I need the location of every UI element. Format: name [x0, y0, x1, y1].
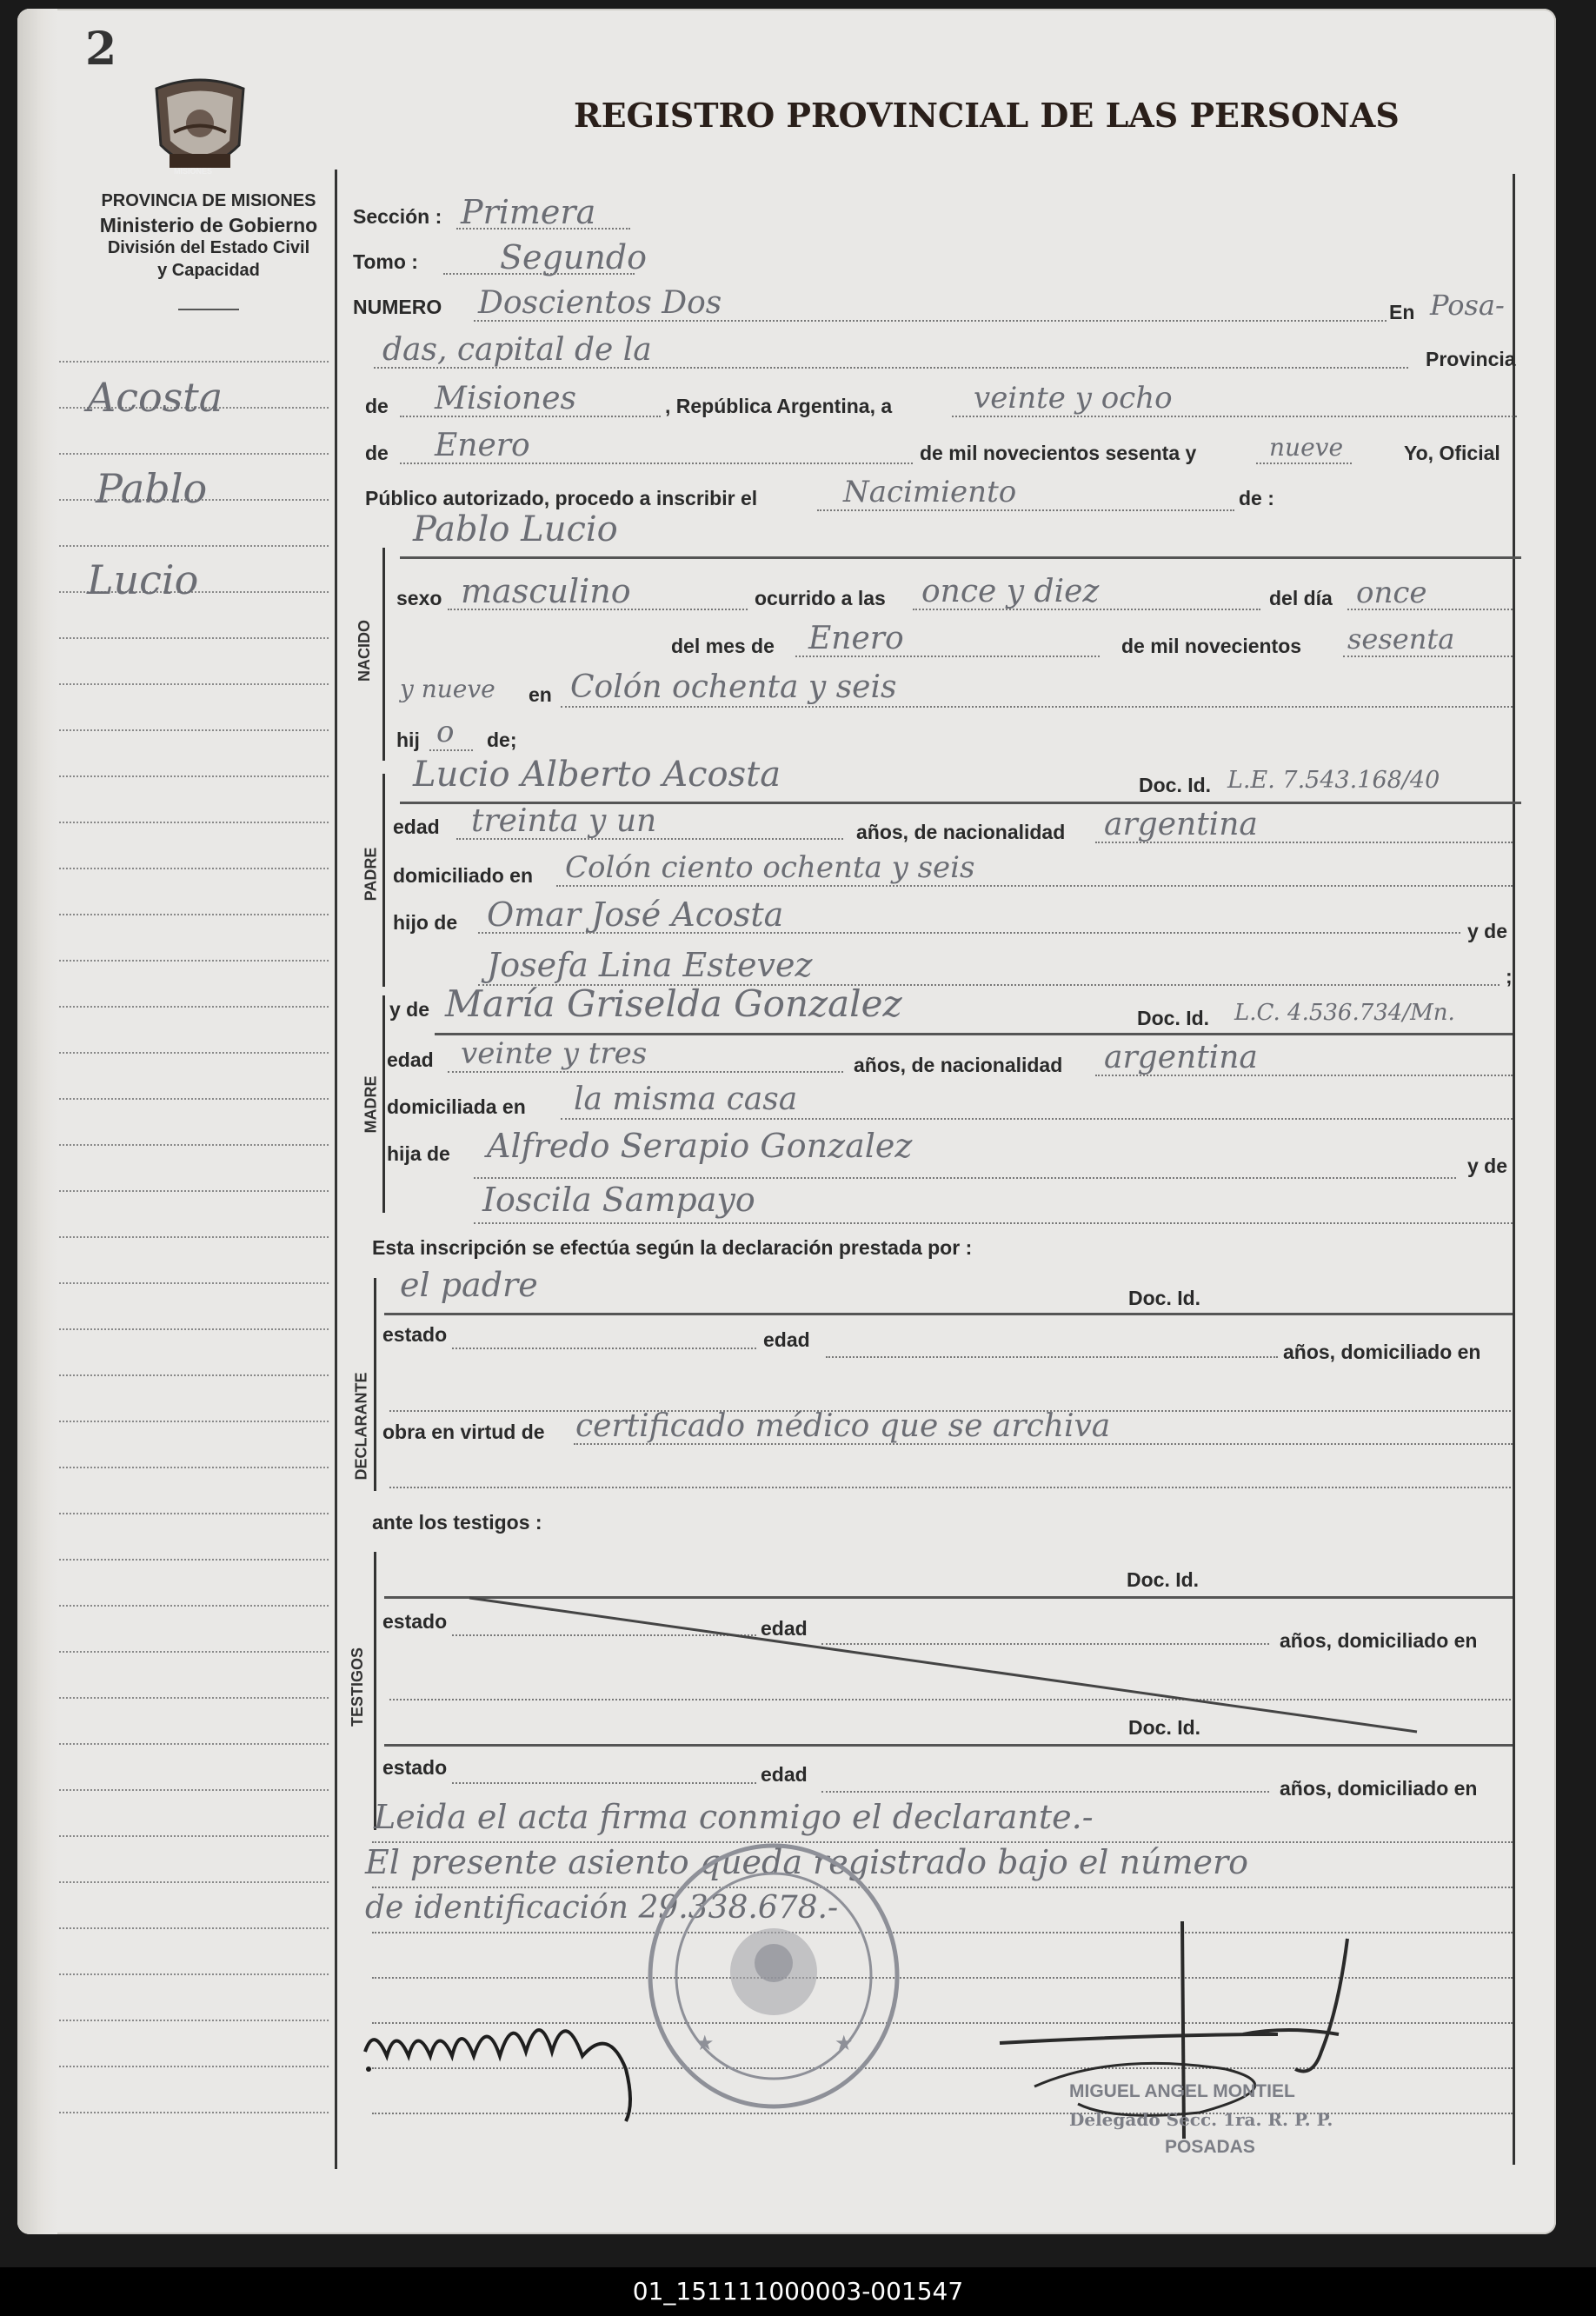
margin-rule — [59, 1328, 329, 1330]
abuelo-mat-value: Alfredo Serapio Gonzalez — [487, 1127, 913, 1165]
provincia-value: Misiones — [435, 381, 577, 416]
inscripcion-label: Esta inscripción se efectúa según la declaración prestada por : — [372, 1236, 973, 1259]
margin-rule — [59, 1144, 329, 1146]
madre-edad-value: veinte y tres — [461, 1036, 648, 1071]
margin-rule — [59, 960, 329, 962]
side-madre: MADRE — [362, 1075, 380, 1134]
side-nacido: NACIDO — [356, 620, 373, 682]
madre-doc-label: Doc. Id. — [1137, 1007, 1210, 1029]
madre-hija-de-label: hija de — [387, 1142, 450, 1165]
declarant-signature-icon — [348, 1973, 661, 2130]
padre-nac-value: argentina — [1104, 807, 1258, 842]
declarante-doc-label: Doc. Id. — [1128, 1287, 1201, 1309]
margin-rule — [59, 1467, 329, 1468]
numero-label: NUMERO — [353, 296, 442, 318]
footer-id: 01_151111000003-001547 — [0, 2267, 1596, 2316]
header-rule — [178, 309, 239, 310]
anio-nac-value-2: y nueve — [400, 675, 495, 703]
abuela-mat-value: Ioscila Sampayo — [482, 1181, 755, 1219]
padre-edad-value: treinta y un — [471, 803, 657, 839]
margin-surname: Acosta — [87, 374, 223, 421]
nombre-value: Pablo Lucio — [413, 509, 618, 549]
seccion-value: Primera — [461, 193, 596, 231]
del-dia-label: del día — [1269, 587, 1333, 609]
padre-doc-value: L.E. 7.543.168/40 — [1227, 767, 1440, 794]
tomo-value: Segundo — [500, 238, 647, 276]
en-lugar-label: en — [529, 683, 552, 706]
padre-nombre-value: Lucio Alberto Acosta — [413, 755, 781, 795]
fecha-dia-value: veinte y ocho — [974, 381, 1173, 416]
madre-edad-label: edad — [387, 1048, 434, 1071]
official-seal-icon — [643, 1841, 904, 2111]
sexo-label: sexo — [396, 587, 442, 609]
declarante-edad-label: edad — [763, 1328, 810, 1351]
margin-rule — [59, 1835, 329, 1837]
side-declarante: DECLARANTE — [352, 1372, 370, 1481]
testigo1-doc-label: Doc. Id. — [1127, 1568, 1200, 1591]
testigo1-dom-label: años, domiciliado en — [1280, 1629, 1478, 1652]
testigo2-dom-label: años, domiciliado en — [1280, 1777, 1478, 1800]
de-semi-label: de; — [487, 729, 517, 751]
testigo1-estado-label: estado — [382, 1610, 448, 1633]
fecha-mes-value: Enero — [435, 428, 530, 463]
margin-rule — [59, 1881, 329, 1883]
padre-dom-value: Colón ciento ochenta y seis — [565, 850, 975, 885]
margin-rule — [59, 453, 329, 455]
page-binding — [17, 9, 57, 2234]
madre-nac-label: años, de nacionalidad — [854, 1054, 1063, 1076]
margin-rule — [59, 2020, 329, 2021]
margin-rule — [59, 1374, 329, 1376]
division-label: División del Estado Civil — [107, 238, 310, 257]
provincia-label: Provincia — [1426, 348, 1516, 370]
madre-y-de-label: y de — [389, 998, 430, 1021]
madre-nombre-value: María Griselda Gonzalez — [445, 982, 902, 1025]
republica-label: , República Argentina, a — [665, 395, 893, 417]
en-value: Posa- — [1430, 289, 1505, 322]
mil-label: de mil novecientos sesenta y — [920, 442, 1197, 464]
hij-value: o — [436, 715, 455, 749]
madre-nac-value: argentina — [1104, 1040, 1258, 1075]
obra-value: certificado médico que se archiva — [575, 1408, 1111, 1444]
testigo2-edad-label: edad — [761, 1763, 808, 1786]
margin-rule — [59, 1559, 329, 1561]
hij-label: hij — [396, 729, 420, 751]
side-padre: PADRE — [362, 847, 380, 902]
acto-value: Nacimiento — [843, 475, 1017, 509]
division-label-2: y Capacidad — [157, 261, 260, 280]
margin-rule — [59, 1190, 329, 1192]
svg-text:★: ★ — [695, 2032, 715, 2055]
numero-value: Doscientos Dos — [478, 285, 722, 321]
del-mes-label: del mes de — [671, 635, 775, 657]
hora-value: once y diez — [921, 574, 1100, 609]
margin-rule — [59, 1927, 329, 1929]
margin-rule — [59, 868, 329, 869]
dia-nac-value: once — [1356, 576, 1427, 610]
margin-rule — [59, 729, 329, 731]
mil-nov-label: de mil novecientos — [1121, 635, 1302, 657]
right-border — [1513, 174, 1515, 2165]
nota-line-1: Leida el acta firma conmigo el declarante.- — [374, 1798, 1094, 1836]
padre-semicolon: ; — [1506, 965, 1513, 988]
margin-rule — [59, 1282, 329, 1284]
declarante-dom-label: años, domiciliado en — [1283, 1341, 1481, 1363]
publico-label: Público autorizado, procedo a inscribir el — [365, 487, 758, 509]
de-label: de — [365, 395, 389, 417]
page-number: 2 — [85, 23, 117, 76]
padre-dom-label: domiciliado en — [393, 864, 534, 887]
en-label: En — [1389, 301, 1415, 323]
margin-rule — [59, 1513, 329, 1514]
margin-rule — [59, 1651, 329, 1653]
padre-hijo-de-label: hijo de — [393, 911, 458, 934]
testigos-label: ante los testigos : — [372, 1511, 542, 1534]
madre-dom-label: domiciliada en — [387, 1095, 526, 1118]
margin-rule — [59, 361, 329, 363]
padre-y-de-label: y de — [1467, 920, 1508, 942]
margin-rule — [59, 1789, 329, 1791]
official-city: POSADAS — [1165, 2137, 1255, 2157]
margin-rule — [59, 2112, 329, 2113]
official-role: Delegado Secc. 1ra. R. P. P. — [1069, 2109, 1333, 2130]
margin-rule — [59, 683, 329, 685]
margin-rule — [59, 775, 329, 777]
nota-line-2: El presente asiento queda registrado bajo el número — [365, 1843, 1249, 1881]
cancel-stroke — [452, 1591, 1434, 1739]
province-label: PROVINCIA DE MISIONES — [101, 191, 316, 210]
margin-rule — [59, 1421, 329, 1422]
testigo2-estado-label: estado — [382, 1756, 448, 1779]
document-title: REGISTRO PROVINCIAL DE LAS PERSONAS — [574, 96, 1400, 135]
de-mes-label: de — [365, 442, 389, 464]
margin-rule — [59, 1973, 329, 1975]
madre-dom-value: la misma casa — [574, 1081, 798, 1117]
ministry-label: Ministerio de Gobierno — [99, 214, 318, 236]
abuelo-pat-value: Omar José Acosta — [487, 895, 784, 934]
madre-doc-value: L.C. 4.536.734/Mn. — [1234, 1000, 1455, 1026]
tomo-label: Tomo : — [353, 250, 418, 273]
margin-divider — [335, 170, 337, 2169]
margin-rule — [59, 822, 329, 823]
ocurrido-label: ocurrido a las — [755, 587, 886, 609]
margin-second-name: Lucio — [87, 556, 199, 603]
mes-nac-value: Enero — [808, 621, 904, 656]
city-continuation: das, capital de la — [382, 332, 652, 368]
margin-rule — [59, 1098, 329, 1100]
de-colon-label: de : — [1239, 487, 1274, 509]
declarante-value: el padre — [400, 1266, 538, 1304]
lugar-value: Colón ochenta y seis — [570, 669, 897, 705]
margin-rule — [59, 1006, 329, 1008]
obra-label: obra en virtud de — [382, 1421, 545, 1443]
padre-doc-label: Doc. Id. — [1139, 774, 1212, 796]
margin-first-name: Pablo — [96, 465, 208, 512]
margin-rule — [59, 1743, 329, 1745]
margin-rule — [59, 1052, 329, 1054]
margin-rule — [59, 1697, 329, 1699]
margin-rule — [59, 545, 329, 547]
sexo-value: masculino — [461, 572, 631, 610]
margin-rule — [59, 2066, 329, 2067]
document-page — [17, 9, 1556, 2234]
padre-edad-label: edad — [393, 815, 440, 838]
margin-rule — [59, 914, 329, 915]
padre-nac-label: años, de nacionalidad — [856, 821, 1066, 843]
svg-text:★: ★ — [835, 2032, 854, 2055]
fecha-anio-value: nueve — [1269, 433, 1344, 462]
margin-rule — [59, 1236, 329, 1238]
testigo1-edad-label: edad — [761, 1617, 808, 1640]
official-name: MIGUEL ANGEL MONTIEL — [1069, 2081, 1295, 2101]
nota-line-3: de identificación 29.338.678.- — [365, 1890, 839, 1926]
testigo2-doc-label: Doc. Id. — [1128, 1716, 1201, 1739]
declarante-estado-label: estado — [382, 1323, 448, 1346]
abuela-pat-value: Josefa Lina Estevez — [487, 946, 813, 984]
anio-nac-value: sesenta — [1347, 622, 1455, 656]
madre-y-de-label-2: y de — [1467, 1155, 1508, 1177]
side-testigos: TESTIGOS — [349, 1647, 367, 1727]
seccion-label: Sección : — [353, 205, 442, 228]
margin-rule — [59, 637, 329, 639]
yo-oficial-label: Yo, Oficial — [1404, 442, 1500, 464]
margin-rule — [59, 1605, 329, 1607]
crest-text: MISIONES — [174, 167, 213, 176]
